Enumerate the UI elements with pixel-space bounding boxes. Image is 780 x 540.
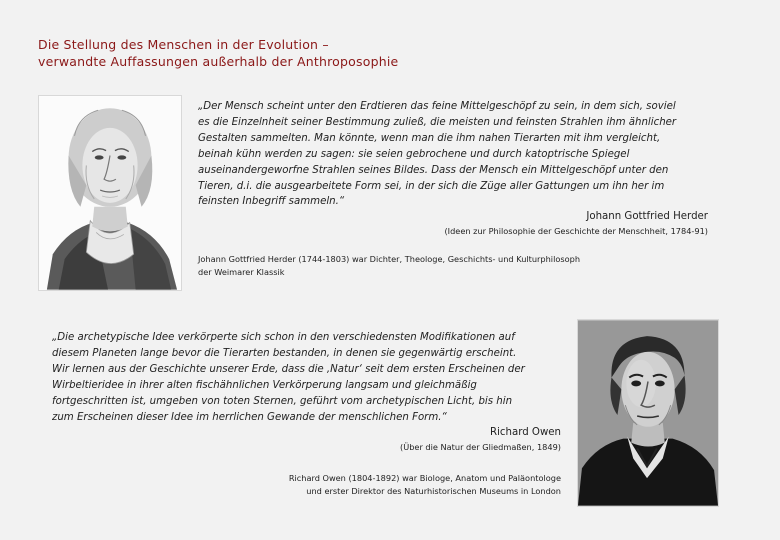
- owen-source: (Über die Natur der Gliedmaßen, 1849): [400, 442, 561, 452]
- owen-quote-line: zum Erscheinen dieser Idee im herrlichen Gewande der menschlichen Form.“: [52, 411, 447, 423]
- title-line-1: Die Stellung des Menschen in der Evolution –: [38, 37, 329, 52]
- owen-author: Richard Owen: [490, 427, 561, 438]
- herder-portrait: [38, 95, 182, 291]
- owen-quote-line: Wirbeltieridee in ihrer alten fischähnlichen Verkörperung langsam und gleichmäßig: [52, 379, 477, 391]
- herder-quote-line: Tieren, d.i. die ausgearbeitete Form sei, in der sich die Züge aller Gattungen um ihn her im: [198, 180, 665, 192]
- herder-quote-line: „Der Mensch scheint unter den Erdtieren das feine Mittelgeschöpf zu sein, in dem sich, soviel: [198, 101, 676, 112]
- herder-quote-line: Gestalten sammelten. Man könnte, wenn man die ihm nahen Tierarten mit ihm vergleicht,: [198, 132, 661, 144]
- owen-quote: [52, 330, 562, 425]
- owen-quote-line: „Die archetypische Idee verkörperte sich schon in den verschiedensten Modifikationen auf: [52, 332, 515, 343]
- page-title: [38, 36, 398, 70]
- owen-quote-line: diesem Planeten lange bevor die Tierarten bestanden, in denen sie gegenwärtig erscheint.: [52, 347, 517, 359]
- herder-quote-line: beinah kühn werden zu sagen: sie seien gebrochene und durch katoptrische Spiegel: [198, 148, 630, 160]
- owen-bio-line: und erster Direktor des Naturhistorischen Museums in London: [306, 485, 561, 496]
- owen-bio-line: Richard Owen (1804-1892) war Biologe, Anatom und Paläontologe: [288, 473, 561, 483]
- herder-author: Johann Gottfried Herder: [586, 211, 708, 222]
- owen-portrait: [577, 319, 719, 507]
- herder-engraving-image: [39, 96, 181, 290]
- herder-bio-line: der Weimarer Klassik: [198, 266, 285, 277]
- owen-bio: [289, 472, 561, 497]
- herder-bio-line: Johann Gottfried Herder (1744-1803) war Dichter, Theologe, Geschichts- und Kulturphilosoph: [198, 254, 581, 264]
- title-line-2: verwandte Auffassungen außerhalb der Anthroposophie: [38, 54, 399, 69]
- herder-source: (Ideen zur Philosophie der Geschichte der Menschheit, 1784-91): [444, 226, 708, 236]
- herder-quote: [198, 99, 712, 210]
- herder-bio: [198, 253, 580, 278]
- owen-photograph-image: [578, 320, 718, 506]
- herder-quote-line: es die Einzelnheit seiner Bestimmung zuließ, die meisten und feinsten Strahlen ihm ähnlicher: [198, 116, 677, 128]
- herder-quote-line: feinsten Inbegriff sammeln.“: [198, 196, 345, 208]
- owen-quote-line: fortgeschritten ist, umgeben von toten Sternen, geführt vom archetypischen Licht, bis hin: [52, 395, 513, 407]
- herder-quote-line: auseinandergeworfne Strahlen seines Bildes. Dass der Mensch ein Mittelgeschöpf unter den: [198, 164, 669, 176]
- owen-quote-line: Wir lernen aus der Geschichte unserer Erde, dass die ‚Natur‘ seit dem ersten Erscheinen der: [52, 363, 525, 375]
